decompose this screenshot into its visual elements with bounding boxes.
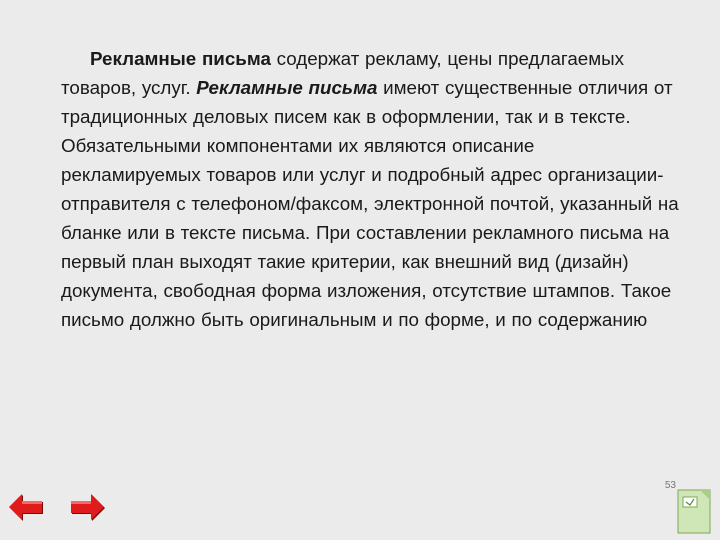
body-segment-1: содержат рекламу, цены предлагаемых товаров, услуг. <box>61 48 625 98</box>
return-icon[interactable] <box>676 487 712 535</box>
slide-body-text <box>61 44 679 334</box>
term-advertising-letters-italic: Рекламные письма <box>196 77 378 98</box>
forward-arrow-icon[interactable] <box>70 493 106 523</box>
page-number: 53 <box>664 480 676 491</box>
body-segment-2: имеют существенные отличия от традиционных деловых писем как в оформлении, так и в тексте. Обязательными компонентами их являются описание рекламируемых товаров или услуг и подробный адрес организации-отправителя с телефоном/факсом, электронной почтой, указанный на бланке или в тексте письма. При составлении рекламного письма на первый план выходят такие критерии, как внешний вид (дизайн) документа, свободная форма изложения, отсутствие штампов. Такое письмо должно быть оригинальным и по форме, и по содержанию <box>61 77 679 330</box>
term-advertising-letters: Рекламные письма <box>90 48 271 69</box>
back-arrow-icon[interactable] <box>9 493 45 523</box>
